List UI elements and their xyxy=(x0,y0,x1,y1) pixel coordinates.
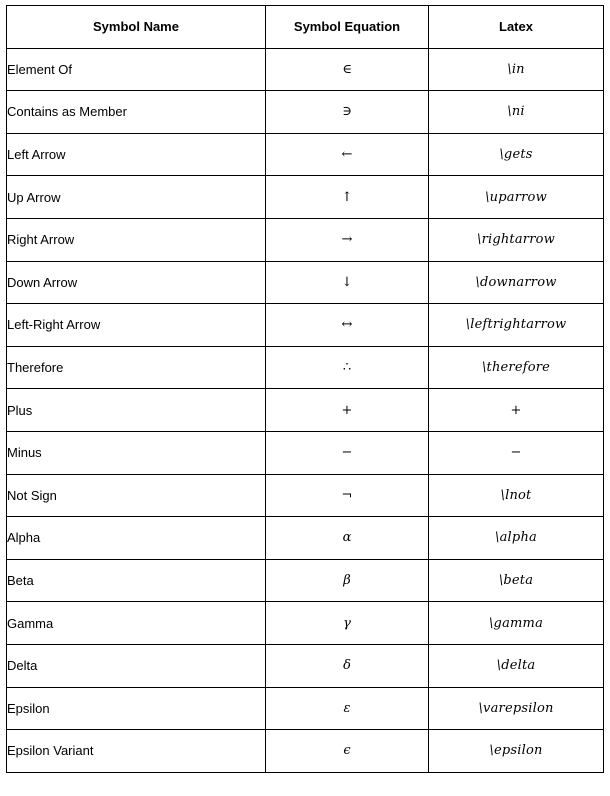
latex-cell: \alpha xyxy=(429,517,604,560)
column-header-symbol-equation: Symbol Equation xyxy=(266,6,429,49)
symbol-equation-cell: ε xyxy=(266,687,429,730)
symbol-name-cell: Element Of xyxy=(7,48,266,91)
symbol-name-cell: Alpha xyxy=(7,517,266,560)
table-row xyxy=(7,474,604,517)
table-row xyxy=(7,304,604,347)
header-row xyxy=(7,6,604,49)
table-row xyxy=(7,176,604,219)
symbol-equation-cell: → xyxy=(266,218,429,261)
latex-cell: \beta xyxy=(429,559,604,602)
column-header-latex: Latex xyxy=(429,6,604,49)
symbol-name-cell: Epsilon xyxy=(7,687,266,730)
symbol-equation-cell: ← xyxy=(266,133,429,176)
latex-cell: \gets xyxy=(429,133,604,176)
table-row xyxy=(7,48,604,91)
symbol-name-cell: Beta xyxy=(7,559,266,602)
latex-cell: \ni xyxy=(429,91,604,134)
table-row xyxy=(7,687,604,730)
latex-cell: − xyxy=(429,431,604,474)
symbol-equation-cell: ∋ xyxy=(266,91,429,134)
table-row xyxy=(7,133,604,176)
table-row xyxy=(7,389,604,432)
symbol-name-cell: Down Arrow xyxy=(7,261,266,304)
symbol-equation-cell: + xyxy=(266,389,429,432)
symbol-equation-cell: ↑ xyxy=(266,176,429,219)
latex-cell: \rightarrow xyxy=(429,218,604,261)
symbol-table xyxy=(6,5,604,773)
symbol-name-cell: Plus xyxy=(7,389,266,432)
table-body xyxy=(7,48,604,772)
symbol-name-cell: Delta xyxy=(7,644,266,687)
symbol-equation-cell: ∴ xyxy=(266,346,429,389)
latex-cell: \varepsilon xyxy=(429,687,604,730)
latex-cell: \delta xyxy=(429,644,604,687)
symbol-equation-cell: ¬ xyxy=(266,474,429,517)
table-row xyxy=(7,346,604,389)
latex-cell: \therefore xyxy=(429,346,604,389)
symbol-equation-cell: β xyxy=(266,559,429,602)
symbol-name-cell: Left Arrow xyxy=(7,133,266,176)
symbol-equation-cell: ↓ xyxy=(266,261,429,304)
symbol-equation-cell: δ xyxy=(266,644,429,687)
latex-cell: \leftrightarrow xyxy=(429,304,604,347)
latex-cell: \epsilon xyxy=(429,730,604,773)
table-row xyxy=(7,730,604,773)
symbol-name-cell: Right Arrow xyxy=(7,218,266,261)
symbol-name-cell: Up Arrow xyxy=(7,176,266,219)
symbol-name-cell: Not Sign xyxy=(7,474,266,517)
symbol-equation-cell: ↔ xyxy=(266,304,429,347)
table-row xyxy=(7,261,604,304)
symbol-name-cell: Epsilon Variant xyxy=(7,730,266,773)
symbol-name-cell: Minus xyxy=(7,431,266,474)
table-row xyxy=(7,602,604,645)
symbol-name-cell: Left-Right Arrow xyxy=(7,304,266,347)
table-row xyxy=(7,431,604,474)
symbol-equation-cell: α xyxy=(266,517,429,560)
symbol-name-cell: Gamma xyxy=(7,602,266,645)
latex-cell: \gamma xyxy=(429,602,604,645)
latex-cell: \uparrow xyxy=(429,176,604,219)
symbol-equation-cell: − xyxy=(266,431,429,474)
symbol-equation-cell: γ xyxy=(266,602,429,645)
column-header-symbol-name: Symbol Name xyxy=(7,6,266,49)
latex-cell: + xyxy=(429,389,604,432)
table-row xyxy=(7,91,604,134)
table-row xyxy=(7,218,604,261)
latex-cell: \downarrow xyxy=(429,261,604,304)
symbol-equation-cell: ϵ xyxy=(266,730,429,773)
latex-cell: \lnot xyxy=(429,474,604,517)
symbol-equation-cell: ∈ xyxy=(266,48,429,91)
table-row xyxy=(7,644,604,687)
table-row xyxy=(7,559,604,602)
symbol-name-cell: Therefore xyxy=(7,346,266,389)
table-row xyxy=(7,517,604,560)
latex-cell: \in xyxy=(429,48,604,91)
symbol-name-cell: Contains as Member xyxy=(7,91,266,134)
